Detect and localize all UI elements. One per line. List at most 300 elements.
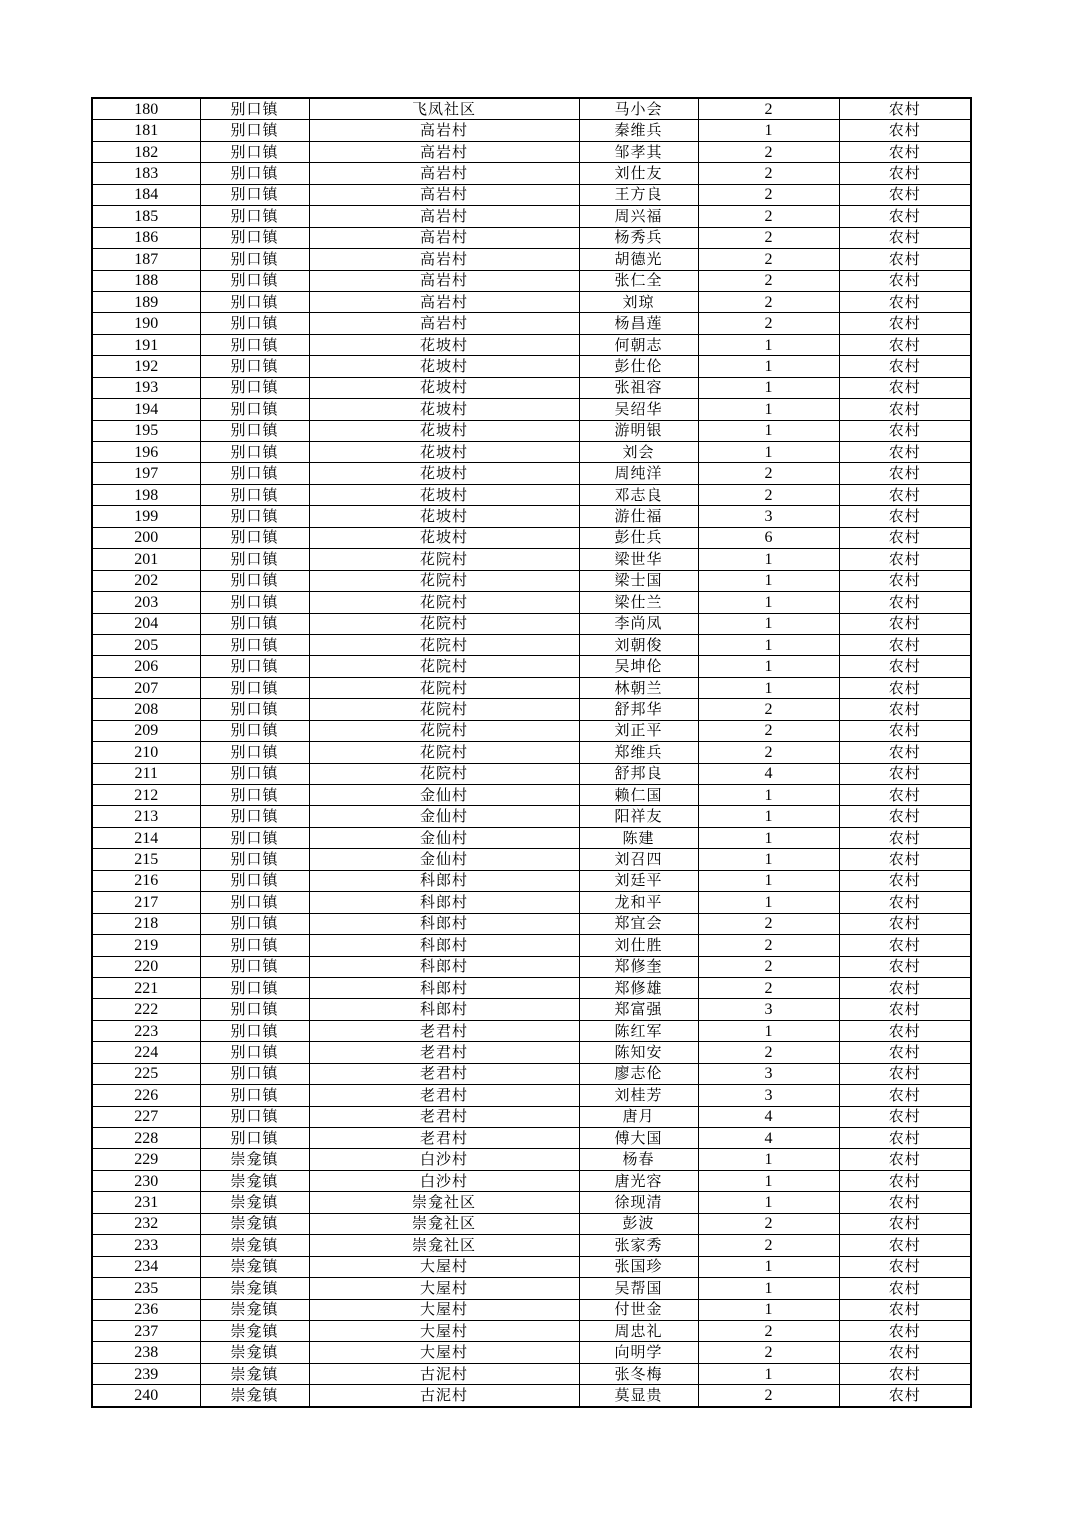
serial-number-cell: 213	[92, 806, 200, 827]
household-size-cell: 1	[698, 377, 839, 398]
household-size-cell: 1	[698, 549, 839, 570]
serial-number-cell: 229	[92, 1149, 200, 1170]
person-name-cell: 李尚凤	[579, 613, 698, 634]
town-cell: 别口镇	[200, 656, 309, 677]
town-cell: 崇龛镇	[200, 1235, 309, 1256]
person-name-cell: 舒邦良	[579, 763, 698, 784]
town-cell: 别口镇	[200, 999, 309, 1020]
town-cell: 崇龛镇	[200, 1342, 309, 1363]
village-cell: 大屋村	[309, 1320, 579, 1341]
table-row	[92, 956, 971, 977]
serial-number-cell: 234	[92, 1256, 200, 1277]
town-cell: 别口镇	[200, 806, 309, 827]
village-cell: 高岩村	[309, 141, 579, 162]
town-cell: 别口镇	[200, 334, 309, 355]
person-name-cell: 周忠礼	[579, 1320, 698, 1341]
village-cell: 金仙村	[309, 806, 579, 827]
village-cell: 大屋村	[309, 1278, 579, 1299]
person-name-cell: 刘正平	[579, 720, 698, 741]
table-row	[92, 249, 971, 270]
area-type-cell: 农村	[839, 1256, 971, 1277]
person-name-cell: 秦维兵	[579, 120, 698, 141]
town-cell: 别口镇	[200, 913, 309, 934]
town-cell: 崇龛镇	[200, 1278, 309, 1299]
serial-number-cell: 238	[92, 1342, 200, 1363]
household-size-cell: 1	[698, 870, 839, 891]
town-cell: 别口镇	[200, 98, 309, 120]
town-cell: 别口镇	[200, 1042, 309, 1063]
village-cell: 高岩村	[309, 206, 579, 227]
table-row	[92, 699, 971, 720]
household-size-cell: 2	[698, 206, 839, 227]
town-cell: 别口镇	[200, 570, 309, 591]
table-row	[92, 442, 971, 463]
person-name-cell: 梁仕兰	[579, 592, 698, 613]
household-size-cell: 1	[698, 399, 839, 420]
person-name-cell: 杨昌莲	[579, 313, 698, 334]
household-size-cell: 2	[698, 1320, 839, 1341]
table-row	[92, 1235, 971, 1256]
village-cell: 白沙村	[309, 1149, 579, 1170]
area-type-cell: 农村	[839, 1128, 971, 1149]
table-row	[92, 527, 971, 548]
household-size-cell: 4	[698, 1106, 839, 1127]
area-type-cell: 农村	[839, 527, 971, 548]
person-name-cell: 梁士国	[579, 570, 698, 591]
serial-number-cell: 180	[92, 98, 200, 120]
serial-number-cell: 192	[92, 356, 200, 377]
household-size-cell: 4	[698, 1128, 839, 1149]
serial-number-cell: 206	[92, 656, 200, 677]
serial-number-cell: 202	[92, 570, 200, 591]
table-row	[92, 592, 971, 613]
household-size-cell: 1	[698, 420, 839, 441]
area-type-cell: 农村	[839, 763, 971, 784]
household-size-cell: 3	[698, 506, 839, 527]
roster-table-body	[92, 98, 971, 1407]
area-type-cell: 农村	[839, 1085, 971, 1106]
area-type-cell: 农村	[839, 334, 971, 355]
town-cell: 别口镇	[200, 313, 309, 334]
serial-number-cell: 226	[92, 1085, 200, 1106]
serial-number-cell: 227	[92, 1106, 200, 1127]
person-name-cell: 刘桂芳	[579, 1085, 698, 1106]
town-cell: 别口镇	[200, 977, 309, 998]
area-type-cell: 农村	[839, 463, 971, 484]
serial-number-cell: 235	[92, 1278, 200, 1299]
person-name-cell: 唐月	[579, 1106, 698, 1127]
serial-number-cell: 223	[92, 1020, 200, 1041]
town-cell: 别口镇	[200, 763, 309, 784]
area-type-cell: 农村	[839, 913, 971, 934]
area-type-cell: 农村	[839, 399, 971, 420]
serial-number-cell: 189	[92, 291, 200, 312]
serial-number-cell: 237	[92, 1320, 200, 1341]
area-type-cell: 农村	[839, 356, 971, 377]
village-cell: 白沙村	[309, 1170, 579, 1191]
village-cell: 老君村	[309, 1020, 579, 1041]
area-type-cell: 农村	[839, 1192, 971, 1213]
person-name-cell: 杨秀兵	[579, 227, 698, 248]
village-cell: 科郎村	[309, 913, 579, 934]
table-row	[92, 870, 971, 891]
table-row	[92, 827, 971, 848]
area-type-cell: 农村	[839, 699, 971, 720]
table-row	[92, 1213, 971, 1234]
household-size-cell: 2	[698, 1385, 839, 1407]
household-size-cell: 1	[698, 849, 839, 870]
household-size-cell: 2	[698, 463, 839, 484]
area-type-cell: 农村	[839, 1278, 971, 1299]
town-cell: 别口镇	[200, 742, 309, 763]
household-size-cell: 1	[698, 334, 839, 355]
village-cell: 科郎村	[309, 977, 579, 998]
village-cell: 花坡村	[309, 527, 579, 548]
serial-number-cell: 195	[92, 420, 200, 441]
serial-number-cell: 215	[92, 849, 200, 870]
area-type-cell: 农村	[839, 291, 971, 312]
village-cell: 花坡村	[309, 399, 579, 420]
town-cell: 别口镇	[200, 141, 309, 162]
household-size-cell: 1	[698, 806, 839, 827]
table-row	[92, 484, 971, 505]
area-type-cell: 农村	[839, 1320, 971, 1341]
table-row	[92, 1320, 971, 1341]
table-row	[92, 656, 971, 677]
table-row	[92, 935, 971, 956]
village-cell: 花院村	[309, 656, 579, 677]
person-name-cell: 刘朝俊	[579, 634, 698, 655]
town-cell: 别口镇	[200, 677, 309, 698]
village-cell: 崇龛社区	[309, 1235, 579, 1256]
town-cell: 别口镇	[200, 527, 309, 548]
serial-number-cell: 205	[92, 634, 200, 655]
village-cell: 高岩村	[309, 313, 579, 334]
person-name-cell: 周纯洋	[579, 463, 698, 484]
person-name-cell: 傅大国	[579, 1128, 698, 1149]
village-cell: 花院村	[309, 570, 579, 591]
person-name-cell: 吴绍华	[579, 399, 698, 420]
table-row	[92, 227, 971, 248]
town-cell: 别口镇	[200, 184, 309, 205]
household-size-cell: 2	[698, 98, 839, 120]
serial-number-cell: 208	[92, 699, 200, 720]
person-name-cell: 向明学	[579, 1342, 698, 1363]
serial-number-cell: 197	[92, 463, 200, 484]
village-cell: 飞凤社区	[309, 98, 579, 120]
table-row	[92, 1020, 971, 1041]
household-size-cell: 2	[698, 227, 839, 248]
town-cell: 别口镇	[200, 463, 309, 484]
table-row	[92, 999, 971, 1020]
serial-number-cell: 183	[92, 163, 200, 184]
table-row	[92, 720, 971, 741]
serial-number-cell: 186	[92, 227, 200, 248]
person-name-cell: 邹孝其	[579, 141, 698, 162]
serial-number-cell: 240	[92, 1385, 200, 1407]
table-row	[92, 570, 971, 591]
serial-number-cell: 190	[92, 313, 200, 334]
town-cell: 别口镇	[200, 484, 309, 505]
household-size-cell: 2	[698, 977, 839, 998]
serial-number-cell: 228	[92, 1128, 200, 1149]
household-size-cell: 6	[698, 527, 839, 548]
serial-number-cell: 199	[92, 506, 200, 527]
household-size-cell: 2	[698, 742, 839, 763]
person-name-cell: 张国珍	[579, 1256, 698, 1277]
town-cell: 别口镇	[200, 785, 309, 806]
serial-number-cell: 196	[92, 442, 200, 463]
area-type-cell: 农村	[839, 313, 971, 334]
village-cell: 金仙村	[309, 849, 579, 870]
table-row	[92, 613, 971, 634]
serial-number-cell: 187	[92, 249, 200, 270]
town-cell: 别口镇	[200, 356, 309, 377]
person-name-cell: 彭波	[579, 1213, 698, 1234]
person-name-cell: 龙和平	[579, 892, 698, 913]
table-row	[92, 677, 971, 698]
person-name-cell: 刘仕胜	[579, 935, 698, 956]
area-type-cell: 农村	[839, 849, 971, 870]
serial-number-cell: 222	[92, 999, 200, 1020]
area-type-cell: 农村	[839, 1213, 971, 1234]
roster-table	[91, 97, 972, 1408]
village-cell: 科郎村	[309, 935, 579, 956]
area-type-cell: 农村	[839, 613, 971, 634]
table-row	[92, 313, 971, 334]
area-type-cell: 农村	[839, 1042, 971, 1063]
village-cell: 花院村	[309, 699, 579, 720]
table-row	[92, 270, 971, 291]
serial-number-cell: 204	[92, 613, 200, 634]
household-size-cell: 2	[698, 163, 839, 184]
town-cell: 别口镇	[200, 249, 309, 270]
town-cell: 别口镇	[200, 956, 309, 977]
household-size-cell: 1	[698, 120, 839, 141]
household-size-cell: 2	[698, 313, 839, 334]
town-cell: 别口镇	[200, 291, 309, 312]
household-size-cell: 1	[698, 1149, 839, 1170]
table-row	[92, 913, 971, 934]
person-name-cell: 刘召四	[579, 849, 698, 870]
person-name-cell: 邓志良	[579, 484, 698, 505]
table-row	[92, 291, 971, 312]
area-type-cell: 农村	[839, 742, 971, 763]
area-type-cell: 农村	[839, 270, 971, 291]
village-cell: 高岩村	[309, 291, 579, 312]
town-cell: 崇龛镇	[200, 1385, 309, 1407]
town-cell: 别口镇	[200, 163, 309, 184]
village-cell: 花院村	[309, 613, 579, 634]
table-row	[92, 98, 971, 120]
household-size-cell: 2	[698, 1342, 839, 1363]
person-name-cell: 刘会	[579, 442, 698, 463]
village-cell: 花坡村	[309, 442, 579, 463]
household-size-cell: 1	[698, 634, 839, 655]
village-cell: 花坡村	[309, 506, 579, 527]
serial-number-cell: 232	[92, 1213, 200, 1234]
town-cell: 别口镇	[200, 827, 309, 848]
town-cell: 崇龛镇	[200, 1149, 309, 1170]
person-name-cell: 王方良	[579, 184, 698, 205]
household-size-cell: 2	[698, 720, 839, 741]
area-type-cell: 农村	[839, 935, 971, 956]
town-cell: 别口镇	[200, 1020, 309, 1041]
area-type-cell: 农村	[839, 98, 971, 120]
person-name-cell: 徐现清	[579, 1192, 698, 1213]
town-cell: 别口镇	[200, 1063, 309, 1084]
person-name-cell: 付世金	[579, 1299, 698, 1320]
area-type-cell: 农村	[839, 1106, 971, 1127]
area-type-cell: 农村	[839, 1342, 971, 1363]
town-cell: 别口镇	[200, 1085, 309, 1106]
village-cell: 大屋村	[309, 1342, 579, 1363]
person-name-cell: 陈建	[579, 827, 698, 848]
household-size-cell: 1	[698, 1170, 839, 1191]
table-row	[92, 1278, 971, 1299]
serial-number-cell: 216	[92, 870, 200, 891]
person-name-cell: 胡德光	[579, 249, 698, 270]
village-cell: 老君村	[309, 1042, 579, 1063]
table-row	[92, 1042, 971, 1063]
village-cell: 花坡村	[309, 484, 579, 505]
town-cell: 别口镇	[200, 120, 309, 141]
village-cell: 科郎村	[309, 999, 579, 1020]
person-name-cell: 游明银	[579, 420, 698, 441]
table-row	[92, 1106, 971, 1127]
serial-number-cell: 217	[92, 892, 200, 913]
serial-number-cell: 220	[92, 956, 200, 977]
village-cell: 大屋村	[309, 1299, 579, 1320]
village-cell: 崇龛社区	[309, 1192, 579, 1213]
town-cell: 崇龛镇	[200, 1256, 309, 1277]
town-cell: 别口镇	[200, 399, 309, 420]
table-row	[92, 420, 971, 441]
household-size-cell: 2	[698, 1213, 839, 1234]
town-cell: 崇龛镇	[200, 1192, 309, 1213]
serial-number-cell: 184	[92, 184, 200, 205]
person-name-cell: 陈知安	[579, 1042, 698, 1063]
serial-number-cell: 193	[92, 377, 200, 398]
town-cell: 别口镇	[200, 420, 309, 441]
person-name-cell: 林朝兰	[579, 677, 698, 698]
person-name-cell: 郑维兵	[579, 742, 698, 763]
village-cell: 花院村	[309, 592, 579, 613]
table-row	[92, 549, 971, 570]
table-row	[92, 1085, 971, 1106]
town-cell: 别口镇	[200, 892, 309, 913]
area-type-cell: 农村	[839, 1170, 971, 1191]
town-cell: 别口镇	[200, 592, 309, 613]
person-name-cell: 张祖容	[579, 377, 698, 398]
person-name-cell: 吴帮国	[579, 1278, 698, 1299]
table-row	[92, 1342, 971, 1363]
table-row	[92, 806, 971, 827]
serial-number-cell: 211	[92, 763, 200, 784]
town-cell: 崇龛镇	[200, 1170, 309, 1191]
person-name-cell: 廖志伦	[579, 1063, 698, 1084]
area-type-cell: 农村	[839, 892, 971, 913]
household-size-cell: 2	[698, 291, 839, 312]
town-cell: 别口镇	[200, 377, 309, 398]
area-type-cell: 农村	[839, 1149, 971, 1170]
household-size-cell: 1	[698, 592, 839, 613]
serial-number-cell: 210	[92, 742, 200, 763]
town-cell: 别口镇	[200, 506, 309, 527]
serial-number-cell: 209	[92, 720, 200, 741]
serial-number-cell: 191	[92, 334, 200, 355]
table-row	[92, 184, 971, 205]
person-name-cell: 郑修雄	[579, 977, 698, 998]
area-type-cell: 农村	[839, 634, 971, 655]
household-size-cell: 1	[698, 656, 839, 677]
town-cell: 别口镇	[200, 849, 309, 870]
person-name-cell: 杨春	[579, 1149, 698, 1170]
area-type-cell: 农村	[839, 677, 971, 698]
town-cell: 别口镇	[200, 720, 309, 741]
household-size-cell: 1	[698, 892, 839, 913]
area-type-cell: 农村	[839, 1235, 971, 1256]
serial-number-cell: 225	[92, 1063, 200, 1084]
household-size-cell: 2	[698, 249, 839, 270]
household-size-cell: 1	[698, 613, 839, 634]
table-row	[92, 463, 971, 484]
village-cell: 花坡村	[309, 463, 579, 484]
person-name-cell: 刘琼	[579, 291, 698, 312]
household-size-cell: 1	[698, 827, 839, 848]
village-cell: 花院村	[309, 742, 579, 763]
person-name-cell: 马小会	[579, 98, 698, 120]
household-size-cell: 2	[698, 270, 839, 291]
town-cell: 别口镇	[200, 206, 309, 227]
village-cell: 老君村	[309, 1106, 579, 1127]
area-type-cell: 农村	[839, 827, 971, 848]
table-row	[92, 1363, 971, 1384]
household-size-cell: 1	[698, 785, 839, 806]
town-cell: 崇龛镇	[200, 1320, 309, 1341]
person-name-cell: 刘廷平	[579, 870, 698, 891]
person-name-cell: 刘仕友	[579, 163, 698, 184]
area-type-cell: 农村	[839, 1363, 971, 1384]
serial-number-cell: 218	[92, 913, 200, 934]
table-row	[92, 1299, 971, 1320]
village-cell: 科郎村	[309, 892, 579, 913]
town-cell: 崇龛镇	[200, 1213, 309, 1234]
household-size-cell: 4	[698, 763, 839, 784]
area-type-cell: 农村	[839, 1020, 971, 1041]
town-cell: 别口镇	[200, 634, 309, 655]
area-type-cell: 农村	[839, 956, 971, 977]
area-type-cell: 农村	[839, 506, 971, 527]
table-row	[92, 356, 971, 377]
village-cell: 老君村	[309, 1085, 579, 1106]
person-name-cell: 彭仕伦	[579, 356, 698, 377]
village-cell: 大屋村	[309, 1256, 579, 1277]
village-cell: 高岩村	[309, 270, 579, 291]
village-cell: 古泥村	[309, 1363, 579, 1384]
household-size-cell: 2	[698, 484, 839, 505]
household-size-cell: 2	[698, 935, 839, 956]
area-type-cell: 农村	[839, 570, 971, 591]
person-name-cell: 游仕福	[579, 506, 698, 527]
area-type-cell: 农村	[839, 249, 971, 270]
household-size-cell: 2	[698, 141, 839, 162]
village-cell: 古泥村	[309, 1385, 579, 1407]
household-size-cell: 1	[698, 1256, 839, 1277]
area-type-cell: 农村	[839, 1385, 971, 1407]
serial-number-cell: 230	[92, 1170, 200, 1191]
village-cell: 花院村	[309, 634, 579, 655]
